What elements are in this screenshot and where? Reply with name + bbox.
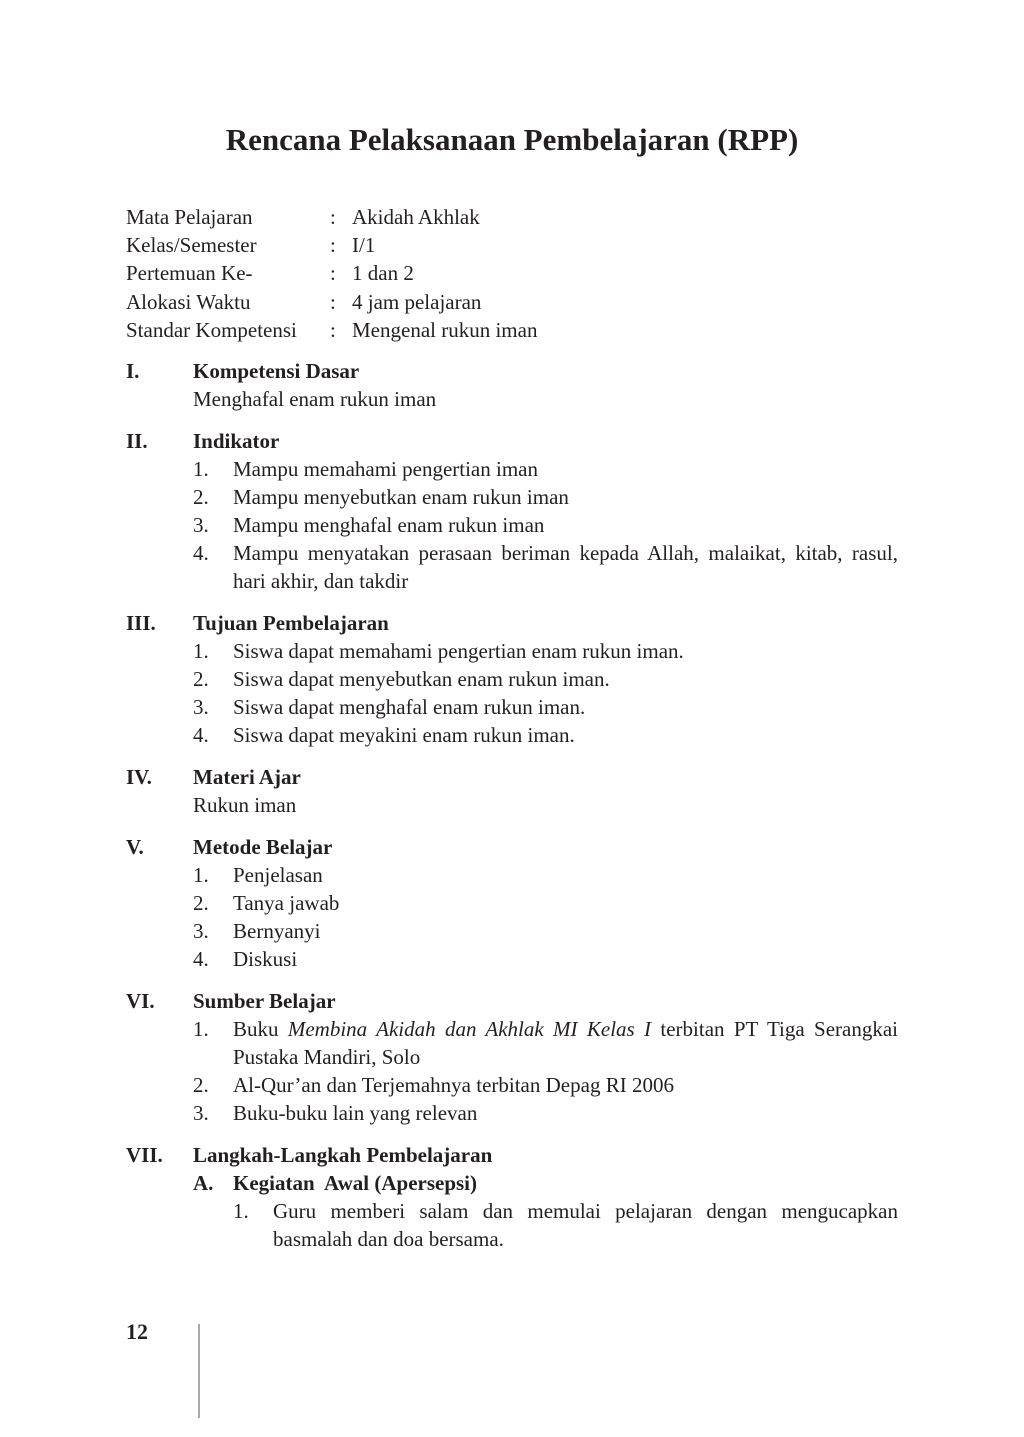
item-number: 4. bbox=[193, 723, 209, 747]
item-text: Siswa dapat menghafal enam rukun iman. bbox=[233, 695, 586, 719]
info-colon: : bbox=[330, 317, 336, 342]
item-text: Siswa dapat meyakini enam rukun iman. bbox=[233, 723, 575, 747]
item-number: 1. bbox=[193, 1017, 209, 1041]
section-title: Langkah-Langkah Pembelajaran bbox=[193, 1143, 493, 1167]
section-title: Indikator bbox=[193, 429, 280, 453]
item-number: 2. bbox=[193, 667, 209, 691]
item-number: 2. bbox=[193, 485, 209, 509]
section-title: Metode Belajar bbox=[193, 835, 333, 859]
section-kompetensi-dasar bbox=[126, 357, 898, 413]
section-numeral: I. bbox=[126, 359, 140, 383]
item-text: Buku-buku lain yang relevan bbox=[233, 1101, 478, 1125]
section-heading bbox=[126, 609, 898, 637]
list-item bbox=[193, 917, 898, 945]
item-number: 3. bbox=[193, 695, 209, 719]
item-number: 4. bbox=[193, 947, 209, 971]
document-body bbox=[126, 357, 898, 1267]
numbered-list bbox=[233, 1197, 898, 1253]
list-item bbox=[193, 455, 898, 483]
item-text: Mampu menyatakan perasaan beriman kepada Allah, malaikat, kitab, rasul, hari akhir, dan takdir bbox=[233, 541, 898, 593]
section-title: Sumber Belajar bbox=[193, 989, 336, 1013]
item-number: 1. bbox=[193, 639, 209, 663]
subsection-heading bbox=[193, 1169, 898, 1197]
item-text bbox=[233, 1015, 898, 1071]
info-row bbox=[126, 288, 537, 316]
list-item bbox=[193, 539, 898, 595]
item-number: 3. bbox=[193, 513, 209, 537]
section-title: Materi Ajar bbox=[193, 765, 301, 789]
section-metode-belajar bbox=[126, 833, 898, 973]
item-number: 3. bbox=[193, 919, 209, 943]
section-numeral: VI. bbox=[126, 989, 155, 1013]
info-value: 1 dan 2 bbox=[352, 261, 414, 286]
section-heading bbox=[126, 763, 898, 791]
info-row bbox=[126, 203, 537, 231]
info-label: Mata Pelajaran bbox=[126, 205, 253, 229]
info-colon: : bbox=[330, 205, 336, 229]
section-numeral: II. bbox=[126, 429, 148, 453]
list-item bbox=[193, 889, 898, 917]
item-prefix: Buku bbox=[233, 1017, 288, 1041]
item-number: 1. bbox=[193, 863, 209, 887]
subsection-kegiatan-awal bbox=[193, 1169, 898, 1253]
info-colon: : bbox=[330, 233, 336, 258]
info-value: I/1 bbox=[352, 233, 376, 258]
section-title: Kompetensi Dasar bbox=[193, 359, 360, 383]
section-numeral: VII. bbox=[126, 1143, 163, 1167]
item-text: Siswa dapat memahami pengertian enam rukun iman. bbox=[233, 639, 684, 663]
section-tujuan-pembelajaran bbox=[126, 609, 898, 749]
item-text: Guru memberi salam dan memulai pelajaran dengan mengucapkan basmalah dan doa bersama. bbox=[273, 1199, 898, 1251]
item-suffix: terbitan PT Tiga Serangkai Pustaka Mandiri, Solo bbox=[233, 1017, 898, 1069]
list-item bbox=[193, 693, 898, 721]
list-item bbox=[233, 1197, 898, 1253]
section-heading bbox=[126, 427, 898, 455]
list-item bbox=[193, 637, 898, 665]
item-text: Penjelasan bbox=[233, 863, 323, 887]
info-value: 4 jam pelajaran bbox=[352, 289, 482, 314]
section-heading bbox=[126, 987, 898, 1015]
item-number: 2. bbox=[193, 891, 209, 915]
info-row bbox=[126, 231, 537, 259]
info-label: Kelas/Semester bbox=[126, 233, 257, 258]
numbered-list bbox=[193, 455, 898, 595]
subsection-letter: A. bbox=[193, 1171, 214, 1195]
info-value: Akidah Akhlak bbox=[352, 205, 480, 229]
section-title: Tujuan Pembelajaran bbox=[193, 611, 389, 635]
section-text: Rukun iman bbox=[193, 793, 297, 817]
info-label: Alokasi Waktu bbox=[126, 289, 251, 314]
item-text: Mampu memahami pengertian iman bbox=[233, 457, 538, 481]
section-sumber-belajar bbox=[126, 987, 898, 1127]
item-number: 3. bbox=[193, 1101, 209, 1125]
item-text: Diskusi bbox=[233, 947, 298, 971]
lesson-info bbox=[126, 203, 537, 344]
item-number: 2. bbox=[193, 1073, 209, 1097]
item-text: Al-Qur’an dan Terjemahnya terbitan Depag RI 2006 bbox=[233, 1073, 674, 1097]
numbered-list bbox=[193, 637, 898, 749]
section-heading bbox=[126, 1141, 898, 1169]
section-langkah-pembelajaran bbox=[126, 1141, 898, 1253]
section-materi-ajar bbox=[126, 763, 898, 819]
item-text: Mampu menghafal enam rukun iman bbox=[233, 513, 545, 537]
page-number-divider bbox=[198, 1324, 200, 1418]
info-row bbox=[126, 259, 537, 287]
info-value: Mengenal rukun iman bbox=[352, 317, 538, 342]
section-numeral: IV. bbox=[126, 765, 152, 789]
item-number: 1. bbox=[193, 457, 209, 481]
item-text: Bernyanyi bbox=[233, 919, 321, 943]
list-item bbox=[193, 1015, 898, 1071]
item-text: Mampu menyebutkan enam rukun iman bbox=[233, 485, 569, 509]
info-label: Standar Kompetensi bbox=[126, 317, 297, 342]
list-item bbox=[193, 721, 898, 749]
page-title: Rencana Pelaksanaan Pembelajaran (RPP) bbox=[225, 122, 799, 157]
numbered-list bbox=[193, 861, 898, 973]
item-number: 4. bbox=[193, 541, 209, 565]
list-item bbox=[193, 1099, 898, 1127]
list-item bbox=[193, 483, 898, 511]
list-item bbox=[193, 861, 898, 889]
page-number: 12 bbox=[126, 1319, 148, 1344]
book-title: Membina Akidah dan Akhlak MI Kelas I bbox=[287, 1017, 652, 1041]
section-indikator bbox=[126, 427, 898, 595]
info-colon: : bbox=[330, 261, 336, 286]
info-row bbox=[126, 316, 537, 344]
section-numeral: III. bbox=[126, 611, 156, 635]
section-heading bbox=[126, 357, 898, 385]
section-text: Menghafal enam rukun iman bbox=[193, 387, 437, 411]
subsection-title: Kegiatan Awal (Apersepsi) bbox=[233, 1171, 478, 1195]
section-heading bbox=[126, 833, 898, 861]
section-numeral: V. bbox=[126, 835, 144, 859]
info-colon: : bbox=[330, 289, 336, 314]
list-item bbox=[193, 945, 898, 973]
info-label: Pertemuan Ke- bbox=[126, 261, 253, 286]
numbered-list bbox=[193, 1015, 898, 1127]
item-number: 1. bbox=[233, 1199, 249, 1223]
list-item bbox=[193, 665, 898, 693]
item-text: Tanya jawab bbox=[233, 891, 340, 915]
list-item bbox=[193, 511, 898, 539]
list-item bbox=[193, 1071, 898, 1099]
item-text: Siswa dapat menyebutkan enam rukun iman. bbox=[233, 667, 610, 691]
